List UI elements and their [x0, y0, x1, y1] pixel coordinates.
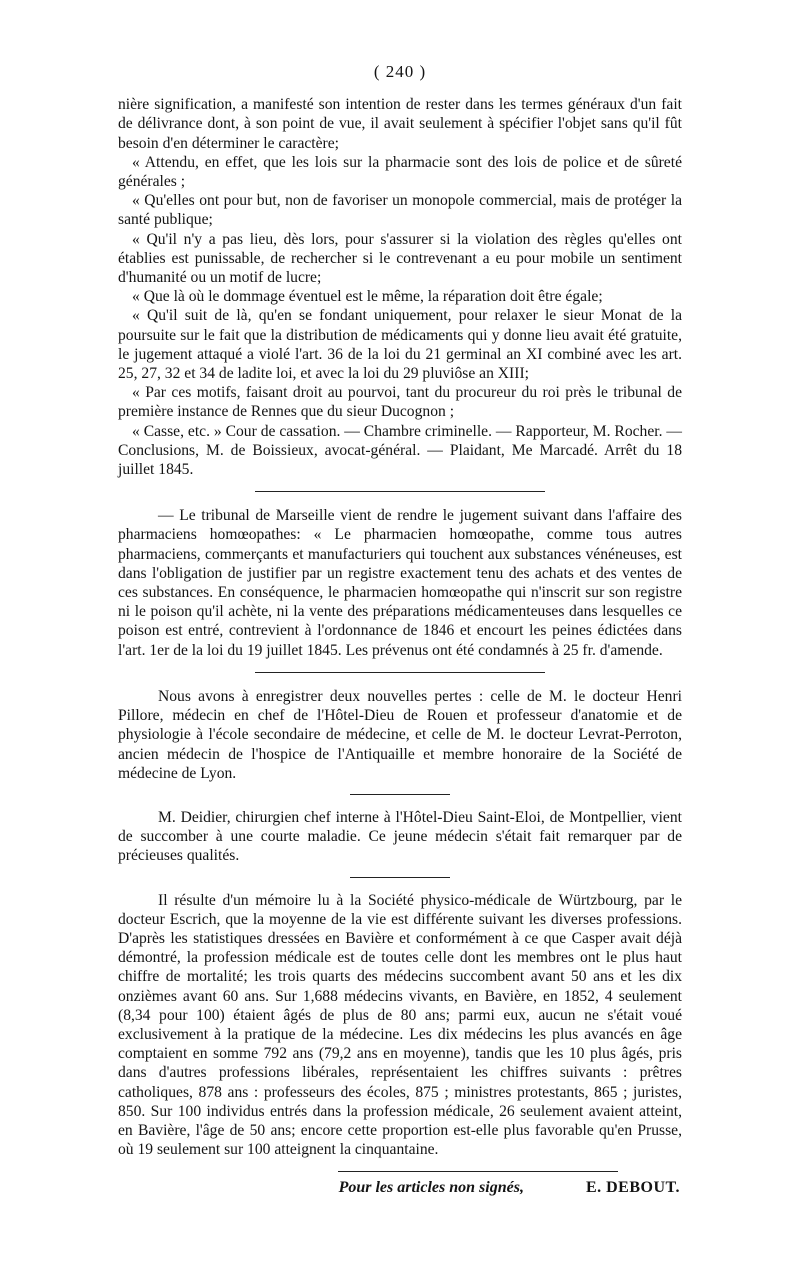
wurtzbourg-paragraph: Il résulte d'un mémoire lu à la Société physico-médicale de Würtzbourg, par le docteur Escrich, que la moyenne de la vie est différente suivant les diverses professions. D'après les statistiques dressées en Bavière et conformément à ce que Casper avait déjà démontré, la profession médicale est de toutes celle dont les membres ont le plus haut chiffre de mortalité; les trois quarts des médecins succombent avant 50 ans et les dix onzièmes avant 60 ans. Sur 1,688 médecins vivants, en Bavière, en 1852, 4 seulement (8,34 pour 100) étaient âgés de plus de 80 ans; parmi eux, aucun ne s'était voué exclusivement à la pratique de la médecine. Les dix médecins les plus avancés en âge comptaient en somme 792 ans (79,2 ans en moyenne), tandis que les 10 plus âgés, pris dans d'autres professions libérales, représentaient les chiffres suivants : prêtres catholiques, 878 ans : professeurs des écoles, 875 ; ministres protestants, 865 ; juristes, 850. Sur 100 individus entrés dans la profession médicale, 26 seulement avaient atteint, en Bavière, l'âge de 50 ans; encore cette proportion est-elle plus favorable qu'en Prusse, où 19 seulement sur 100 atteignent la cinquantaine. [118, 891, 682, 1159]
court-ruling-text [118, 95, 682, 479]
signature-name: E. DEBOUT. [585, 1179, 680, 1197]
paragraph-continuation: nière signification, a manifesté son intention de rester dans les termes généraux d'un fait de délivrance dont, à son point de vue, il avait seulement à spécifier l'objet sans qu'il fût besoin d'en déterminer le caractère; [118, 96, 682, 152]
marseille-section [118, 506, 682, 660]
deidier-paragraph: M. Deidier, chirurgien chef interne à l'Hôtel-Dieu Saint-Eloi, de Montpellier, vient de succomber à une courte maladie. Ce jeune médecin s'était fait remarquer par de précieuses qualités. [118, 808, 682, 865]
paragraph-dommage: « Que là où le dommage éventuel est le même, la réparation doit être égale; [132, 288, 603, 306]
paragraph-suit: « Qu'il suit de là, qu'en se fondant uniquement, pour relaxer le sieur Monat de la poursuite sur le fait que la distribution de médicaments qui y donne lieu avait été gratuite, le jugement attaqué a violé l'art. 36 de la loi du 21 germinal an XI combiné avec les art. 25, 27, 32 et 34 de ladite loi, et avec la loi du 29 pluviôse an XIII; [118, 307, 682, 383]
section-divider [255, 672, 545, 673]
marseille-paragraph: — Le tribunal de Marseille vient de rendre le jugement suivant dans l'affaire des pharmaciens homœopathes: « Le pharmacien homœopathe, comme tous autres pharmaciens, commerçants et manufacturiers qui touchent aux substances vénéneuses, est dans l'obligation de justifier par un registre exactement tenu des achats et des ventes de ces substances. En conséquence, le pharmacien homœopathe qui n'inscrit sur son registre ni le poison qu'il achète, ni la vente des préparations médicamenteuses dans lesquelles ce poison est entré, contrevient à l'ordonnance de 1846 et encourt les peines édictées dans l'art. 1er de la loi du 19 juillet 1845. Les prévenus ont été condamnés à 25 fr. d'amende. [118, 507, 682, 659]
signature-line [118, 1178, 682, 1197]
signature-label: Pour les articles non signés, [338, 1179, 524, 1197]
paragraph-casse: « Casse, etc. » Cour de cassation. — Chambre criminelle. — Rapporteur, M. Rocher. — Conclusions, M. de Boissieux, avocat-général. — Plaidant, Me Marcadé. Arrêt du 18 juillet 1845. [118, 422, 682, 479]
paragraph-lieu: « Qu'il n'y a pas lieu, dès lors, pour s'assurer si la violation des règles qu'elles ont établies est punissable, de rechercher si le contrevenant a eu pour mobile un sentiment d'humanité ou un motif de lucre; [118, 230, 682, 287]
obituary-paragraph: Nous avons à enregistrer deux nouvelles pertes : celle de M. le docteur Henri Pillore, médecin en chef de l'Hôtel-Dieu de Rouen et professeur d'anatomie et de physiologie à l'école secondaire de médecine, et celle de M. le docteur Levrat-Perroton, ancien médecin de l'hospice de l'Antiquaille et membre honoraire de la Société de médecine de Lyon. [118, 687, 682, 782]
section-divider [350, 794, 450, 795]
section-divider [255, 491, 545, 492]
paragraph-motifs: « Par ces motifs, faisant droit au pourvoi, tant du procureur du roi près le tribunal de première instance de Rennes que du sieur Ducognon ; [118, 384, 682, 421]
section-divider [350, 877, 450, 878]
paragraph-but: « Qu'elles ont pour but, non de favoriser un monopole commercial, mais de protéger la santé publique; [118, 192, 682, 229]
wurtzbourg-section [118, 891, 682, 1160]
deidier-section [118, 808, 682, 866]
obituary-section [118, 687, 682, 783]
page-number: ( 240 ) [373, 62, 427, 81]
paragraph-attendu: « Attendu, en effet, que les lois sur la pharmacie sont des lois de police et de sûreté générales ; [118, 153, 682, 191]
footer-divider [338, 1171, 618, 1172]
